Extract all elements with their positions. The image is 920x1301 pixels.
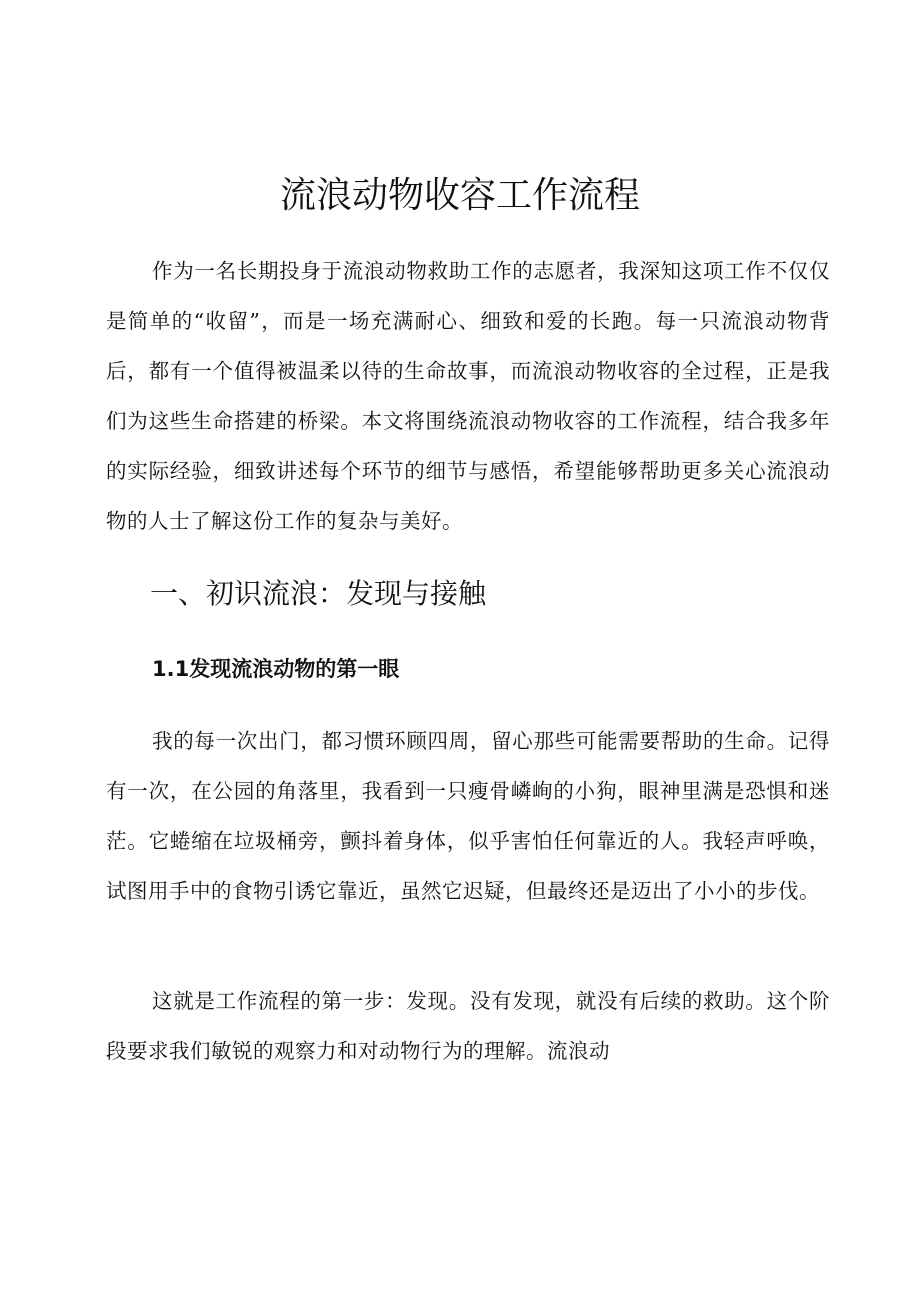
body-paragraph: 这就是工作流程的第一步：发现。没有发现，就没有后续的救助。这个阶段要求我们敏锐的观察力和对动物行为的理解。流浪动 bbox=[106, 989, 830, 1063]
section-heading: 一、初识流浪：发现与接触 bbox=[150, 577, 487, 610]
body-paragraph: 我的每一次出门，都习惯环顾四周，留心那些可能需要帮助的生命。记得有一次，在公园的角落里，我看到一只瘦骨嶙峋的小狗，眼神里满是恐惧和迷茫。它蜷缩在垃圾桶旁，颤抖着身体，似乎害怕任何靠近的人。我轻声呼唤，试图用手中的食物引诱它靠近，虽然它迟疑，但最终还是迈出了小小的步伐。 bbox=[106, 729, 830, 903]
subsection-heading: 1.1发现流浪动物的第一眼 bbox=[152, 657, 400, 681]
intro-paragraph: 作为一名长期投身于流浪动物救助工作的志愿者，我深知这项工作不仅仅是简单的“收留”，而是一场充满耐心、细致和爱的长跑。每一只流浪动物背后，都有一个值得被温柔以待的生命故事，而流浪动物收容的全过程，正是我们为这些生命搭建的桥梁。本文将围绕流浪动物收容的工作流程，结合我多年的实际经验，细致讲述每个环节的细节与感悟，希望能够帮助更多关心流浪动物的人士了解这份工作的复杂与美好。 bbox=[106, 259, 830, 533]
document-title: 流浪动物收容工作流程 bbox=[279, 175, 640, 216]
